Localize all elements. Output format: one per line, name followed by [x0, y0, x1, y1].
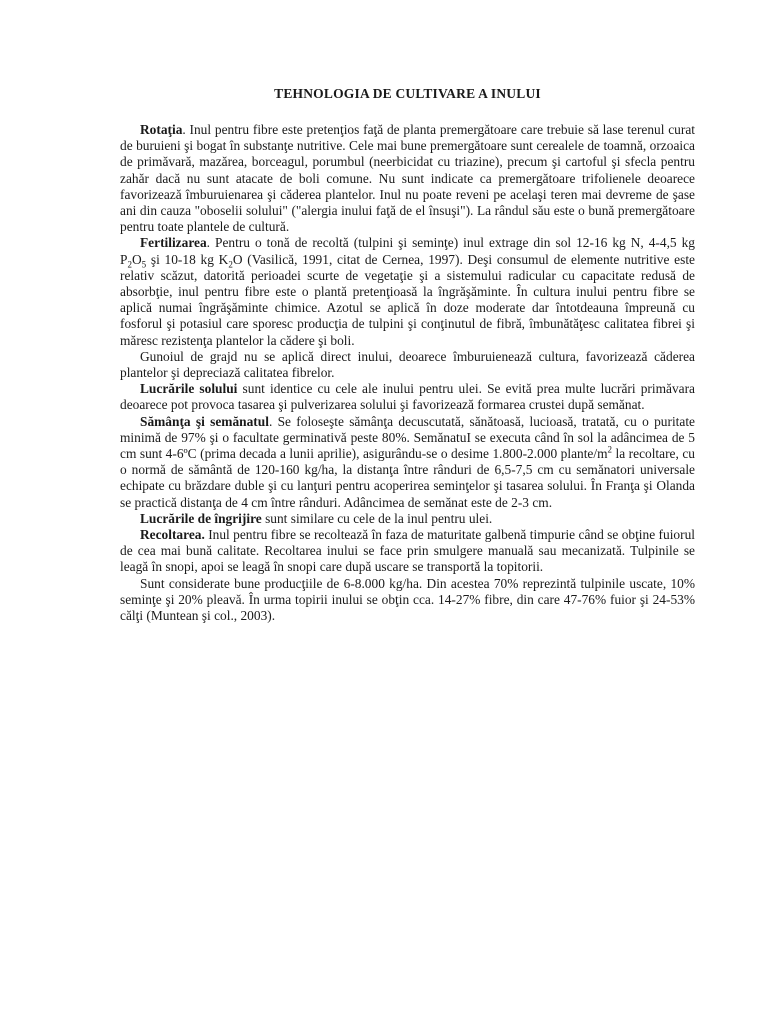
document-page — [120, 86, 695, 624]
subscript: 2 — [228, 259, 233, 270]
heading-lucrarile-solului: Lucrările solului — [140, 381, 238, 397]
subscript: 2 — [127, 259, 132, 270]
superscript: 2 — [607, 444, 613, 455]
heading-ingrijire: Lucrările de îngrijire — [140, 510, 262, 526]
paragraph-gunoiul — [120, 349, 695, 381]
document-title: TEHNOLOGIA DE CULTIVARE A INULUI — [274, 86, 541, 101]
heading-rotatia: Rotaţia — [140, 122, 183, 137]
paragraph-text: sunt similare cu cele de la inul pentru ulei. — [261, 510, 493, 526]
paragraph-rotatia — [120, 122, 695, 235]
paragraph-text: O (Vasilică, 1991, citat de Cernea, 1997). Deşi consumul de elemente nutritive este relativ scăzut, datorită perioadei scurte de vegetaţie şi a sistemului radicular cu capacitate redusă de absorbţie, inul pentru fibre este o plantă pretenţioasă la îngrăşăminte. În cultura inului pentru fibre se aplică numai îngrăşăminte chimice. Azotul se aplică în doze moderate dar întotdeauna împreună cu fosforul şi potasiul care sporesc producţia de tulpini şi conţinutul de fibră, îmbunătăţesc calitatea fibrei şi măresc rezistenţa plantelor la cădere şi boli. — [120, 251, 696, 348]
paragraph-text: O — [131, 251, 142, 267]
paragraph-recoltarea — [120, 527, 695, 576]
paragraph-text: Sunt considerate bune producţiile de 6-8.000 kg/ha. Din acestea 70% reprezintă tulpinile uscate, 10% seminţe şi 20% pleavă. În urma topirii inului se obţin cca. 14-27% fibre, din care 47-76% fuior şi 24-53% călţi (Muntean şi col., 2003). — [120, 575, 695, 624]
paragraph-samanta — [120, 414, 695, 511]
paragraph-text: şi 10-18 kg K — [146, 251, 229, 267]
paragraph-ingrijire — [120, 511, 695, 527]
paragraph-text: la recoltare, cu o normă de sământă de 120-160 kg/ha, la distanţa între rânduri de 6,5-7,5 cm cu semănatori universale echipate cu brăzdare duble şi cu lanţuri pentru acoperirea seminţelor şi tasarea solului. În Franţa şi Olanda se practică distanţa de 4 cm între rânduri. Adâncimea de semănat este de 2-3 cm. — [120, 446, 695, 510]
paragraph-text: sunt identice cu cele ale inului pentru ulei. Se evită prea multe lucrări primăvara deoarece pot provoca tasarea şi pulverizarea solului şi favorizează formarea crustei după semănat. — [120, 381, 695, 413]
paragraph-text: Gunoiul de grajd nu se aplică direct inului, deoarece îmburuienează cultura, favorizează căderea plantelor şi depreciază calitatea fibrelor. — [120, 348, 695, 381]
paragraph-text: . Se foloseşte sămânţa decuscutată, sănătoasă, lucioasă, tratată, cu o puritate minimă de 97% şi o facultate germinativă peste 80%. SemănatuI se executa când în sol la adâncimea de 5 cm sunt 4-6ºC (prima decada a lunii aprilie), asigurându-se o desime 1.800-2.000 plante/m — [120, 413, 695, 462]
heading-fertilizarea: Fertilizarea — [140, 235, 207, 251]
heading-samanta: Sămânţa şi semănatul — [140, 413, 269, 429]
subscript: 5 — [141, 259, 147, 270]
paragraph-text: Inul pentru fibre se recoltează în faza de maturitate galbenă timpurie când se obţine fuiorul de cea mai bună calitate. Recoltarea inului se face prin smulgere manuală sau mecanizată. Tulpinile se leagă în snopi, apoi se leagă în snopi care după uscare se transportă la topitorii. — [120, 527, 695, 575]
paragraph-text: . Inul pentru fibre este pretenţios faţă de planta premergătoare care trebuie să lase terenul curat de buruieni şi bogat în substanţe nutritive. Cele mai bune premergătoare sunt cerealele de toamnă, orzoaica de primăvară, mazărea, borceagul, porumbul (neerbicidat cu triazine), precum şi cartoful şi sfecla pentru zahăr dacă nu sunt atacate de boli comune. Nu sunt indicate ca premergătoare trifolienele deoarece favorizează îmburuienarea şi căderea plantelor. Inul nu poate reveni pe acelaşi teren mai devreme de şase ani din cauza "oboselii solului" ("alergia inului faţă de el însuşi"). La rândul său este o bună premergătoare pentru toate plantele de cultură. — [120, 122, 695, 235]
paragraph-fertilizarea — [120, 235, 695, 348]
heading-recoltarea: Recoltarea. — [140, 527, 205, 543]
paragraph-text: . Pentru o tonă de recoltă (tulpini şi seminţe) inul extrage din sol 12-16 kg N, 4-4,5 kg P — [120, 235, 695, 267]
paragraph-productii — [120, 576, 695, 625]
paragraph-lucrarile-solului — [120, 381, 695, 413]
